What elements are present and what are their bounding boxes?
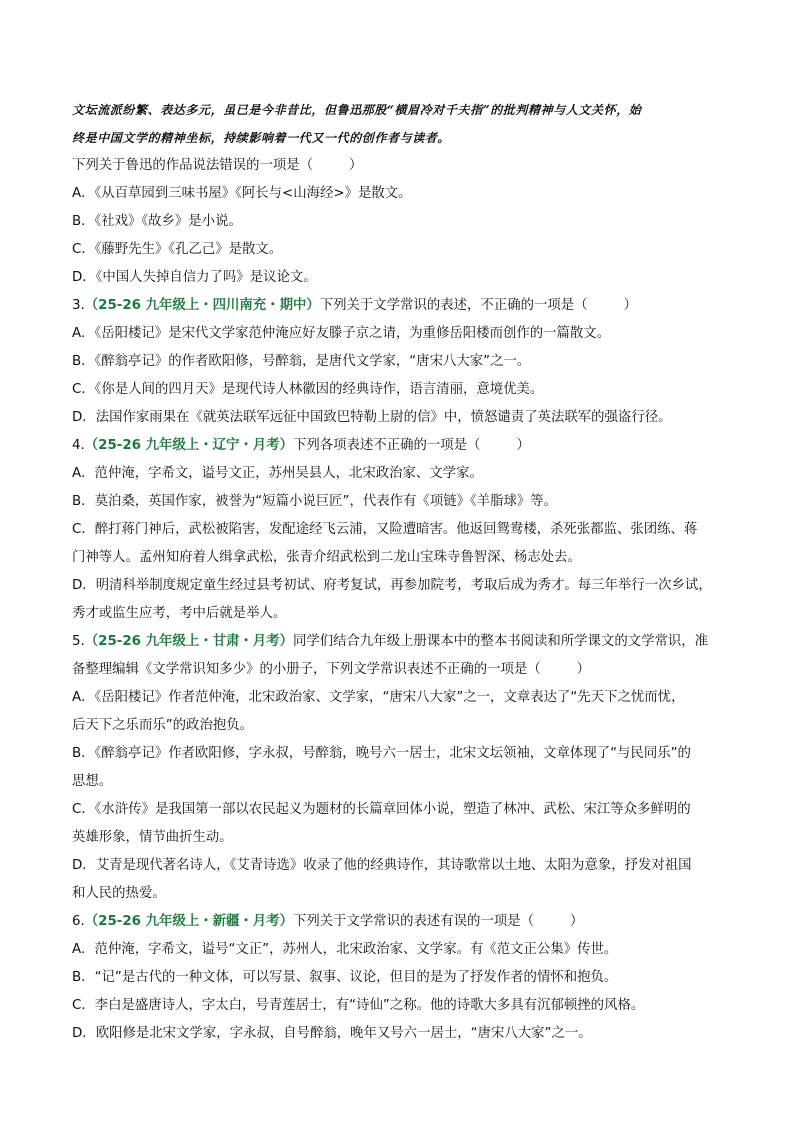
- document-page: [72, 96, 722, 1048]
- q2-option-b: B．《社戏》《故乡》是小说。: [72, 214, 242, 229]
- q2-stem: [72, 152, 722, 180]
- q4-stem: [72, 432, 722, 460]
- q3-option-b: B．《醉翁亭记》的作者欧阳修，号醉翁，是唐代文学家，“唐宋八大家”之一。: [72, 354, 531, 369]
- q6-option-a: A．范仲淹，字希文，谥号“文正”，苏州人，北宋政治家、文学家。有《范文正公集》传世。: [72, 942, 618, 957]
- q3-stem-text: 下列关于文学常识的表述，不正确的一项是（: [319, 298, 588, 313]
- q2-stem-end: ）: [349, 158, 363, 173]
- q5-number: 5.: [72, 634, 85, 649]
- q5-option-a-line1: A．《岳阳楼记》作者范仲淹，北宋政治家、文学家，“唐宋八大家”之一，文章表达了“先天下之忧而忧，: [72, 690, 685, 705]
- q4-option-a: A．范仲淹，字希文，谥号文正，苏州吴县人，北宋政治家、文学家。: [72, 466, 483, 481]
- q4-source-tag: （25-26 九年级上・辽宁・月考）: [84, 438, 293, 453]
- q4-stem-end: ）: [516, 438, 530, 453]
- q3-option-c: C．《你是人间的四月天》是现代诗人林徽因的经典诗作，语言清丽，意境优美。: [72, 382, 544, 397]
- q6-option-c: C．李白是盛唐诗人，字太白，号青莲居士，有“诗仙”之称。他的诗歌大多具有沉郁顿挫的风格。: [72, 998, 645, 1013]
- q6-option-b: B．“记”是古代的一种文体，可以写景、叙事、议论，但目的是为了抒发作者的情怀和抱负。: [72, 970, 618, 985]
- q4-option-b: B．莫泊桑，英国作家，被誉为“短篇小说巨匠”，代表作有《项链》《羊脂球》等。: [72, 494, 558, 509]
- q5-stem-text-1: 同学们结合九年级上册课本中的整本书阅读和所学课文的文学常识，准: [292, 634, 709, 649]
- q5-stem-end: ）: [576, 662, 591, 677]
- q5-option-c-line1: C．《水浒传》是我国第一部以农民起义为题材的长篇章回体小说，塑造了林冲、武松、宋江等众多鲜明的: [72, 802, 691, 817]
- q5-option-a-line2: 后天下之乐而乐”的政治抱负。: [72, 718, 254, 733]
- q5-source-tag: （25-26 九年级上・甘肃・月考）: [84, 634, 293, 649]
- q3-option-a: A．《岳阳楼记》是宋代文学家范仲淹应好友滕子京之请，为重修岳阳楼而创作的一篇散文。: [72, 326, 611, 341]
- q3-stem-end: ）: [623, 298, 637, 313]
- q4-stem-text: 下列各项表述不正确的一项是（: [292, 438, 481, 453]
- q4-option-c-line1: C．醉打蒋门神后，武松被陷害，发配途经飞云浦，又险遭暗害。他返回鸳鸯楼，杀死张都监、张团练、蒋: [72, 522, 698, 537]
- q3-stem: [72, 292, 722, 320]
- q6-option-d: D．欧阳修是北宋文学家，字永叔，自号醉翁，晚年又号六一居士，“唐宋八大家”之一。: [72, 1026, 592, 1041]
- intro-line-1: 文坛流派纷繁、表达多元，虽已是今非昔比，但鲁迅那股“横眉冷对千夫指”的批判精神与人文关怀，始: [72, 103, 642, 117]
- q6-number: 6.: [72, 914, 85, 929]
- q5-option-b-line2: 思想。: [72, 774, 113, 789]
- q4-number: 4.: [72, 438, 85, 453]
- q5-option-c-line2: 英雄形象，情节曲折生动。: [72, 830, 233, 845]
- q5-stem-line2: [72, 656, 722, 684]
- q5-stem-text-2: 备整理编辑《文学常识知多少》的小册子，下列文学常识表述不正确的一项是（: [72, 662, 541, 677]
- q5-option-d-line1: D．艾青是现代著名诗人，《艾青诗选》收录了他的经典诗作，其诗歌常以土地、太阳为意象，抒发对祖国: [72, 858, 692, 873]
- q4-option-d-line1: D．明清科举制度规定童生经过县考初试、府考复试，再参加院考，考取后成为秀才。每三年举行一次乡试，: [72, 578, 712, 593]
- q2-option-d: D．《中国人失掉自信力了吗》是议论文。: [72, 270, 317, 285]
- q3-option-d: D．法国作家雨果在《就英法联军远征中国致巴特勒上尉的信》中，愤怒谴责了英法联军的强盗行径。: [72, 410, 672, 425]
- q6-stem: [72, 908, 722, 936]
- q6-source-tag: （25-26 九年级上・新疆・月考）: [84, 914, 293, 929]
- q4-option-d-line2: 秀才或监生应考，考中后就是举人。: [72, 606, 287, 621]
- q2-option-c: C．《藤野先生》《孔乙己》是散文。: [72, 242, 283, 257]
- q6-stem-text: 下列关于文学常识的表述有误的一项是（: [292, 914, 534, 929]
- q2-stem-text: 下列关于鲁迅的作品说法错误的一项是（: [72, 158, 314, 173]
- q4-option-c-line2: 门神等人。孟州知府着人缉拿武松，张青介绍武松到二龙山宝珠寺鲁智深、杨志处去。: [72, 550, 581, 565]
- q3-number: 3.: [72, 298, 85, 313]
- intro-line-2: 终是中国文学的精神坐标，持续影响着一代又一代的创作者与读者。: [72, 131, 451, 145]
- q5-stem-line1: [72, 628, 722, 656]
- q3-source-tag: （25-26 九年级上・四川南充・期中）: [84, 298, 320, 313]
- q2-option-a: A．《从百草园到三味书屋》《阿长与<山海经>》是散文。: [72, 186, 412, 201]
- q5-option-b-line1: B．《醉翁亭记》作者欧阳修，字永叔，号醉翁，晚号六一居士，北宋文坛领袖，文章体现了“与民同乐”的: [72, 746, 691, 761]
- q5-option-d-line2: 和人民的热爱。: [72, 886, 166, 901]
- q6-stem-end: ）: [570, 914, 584, 929]
